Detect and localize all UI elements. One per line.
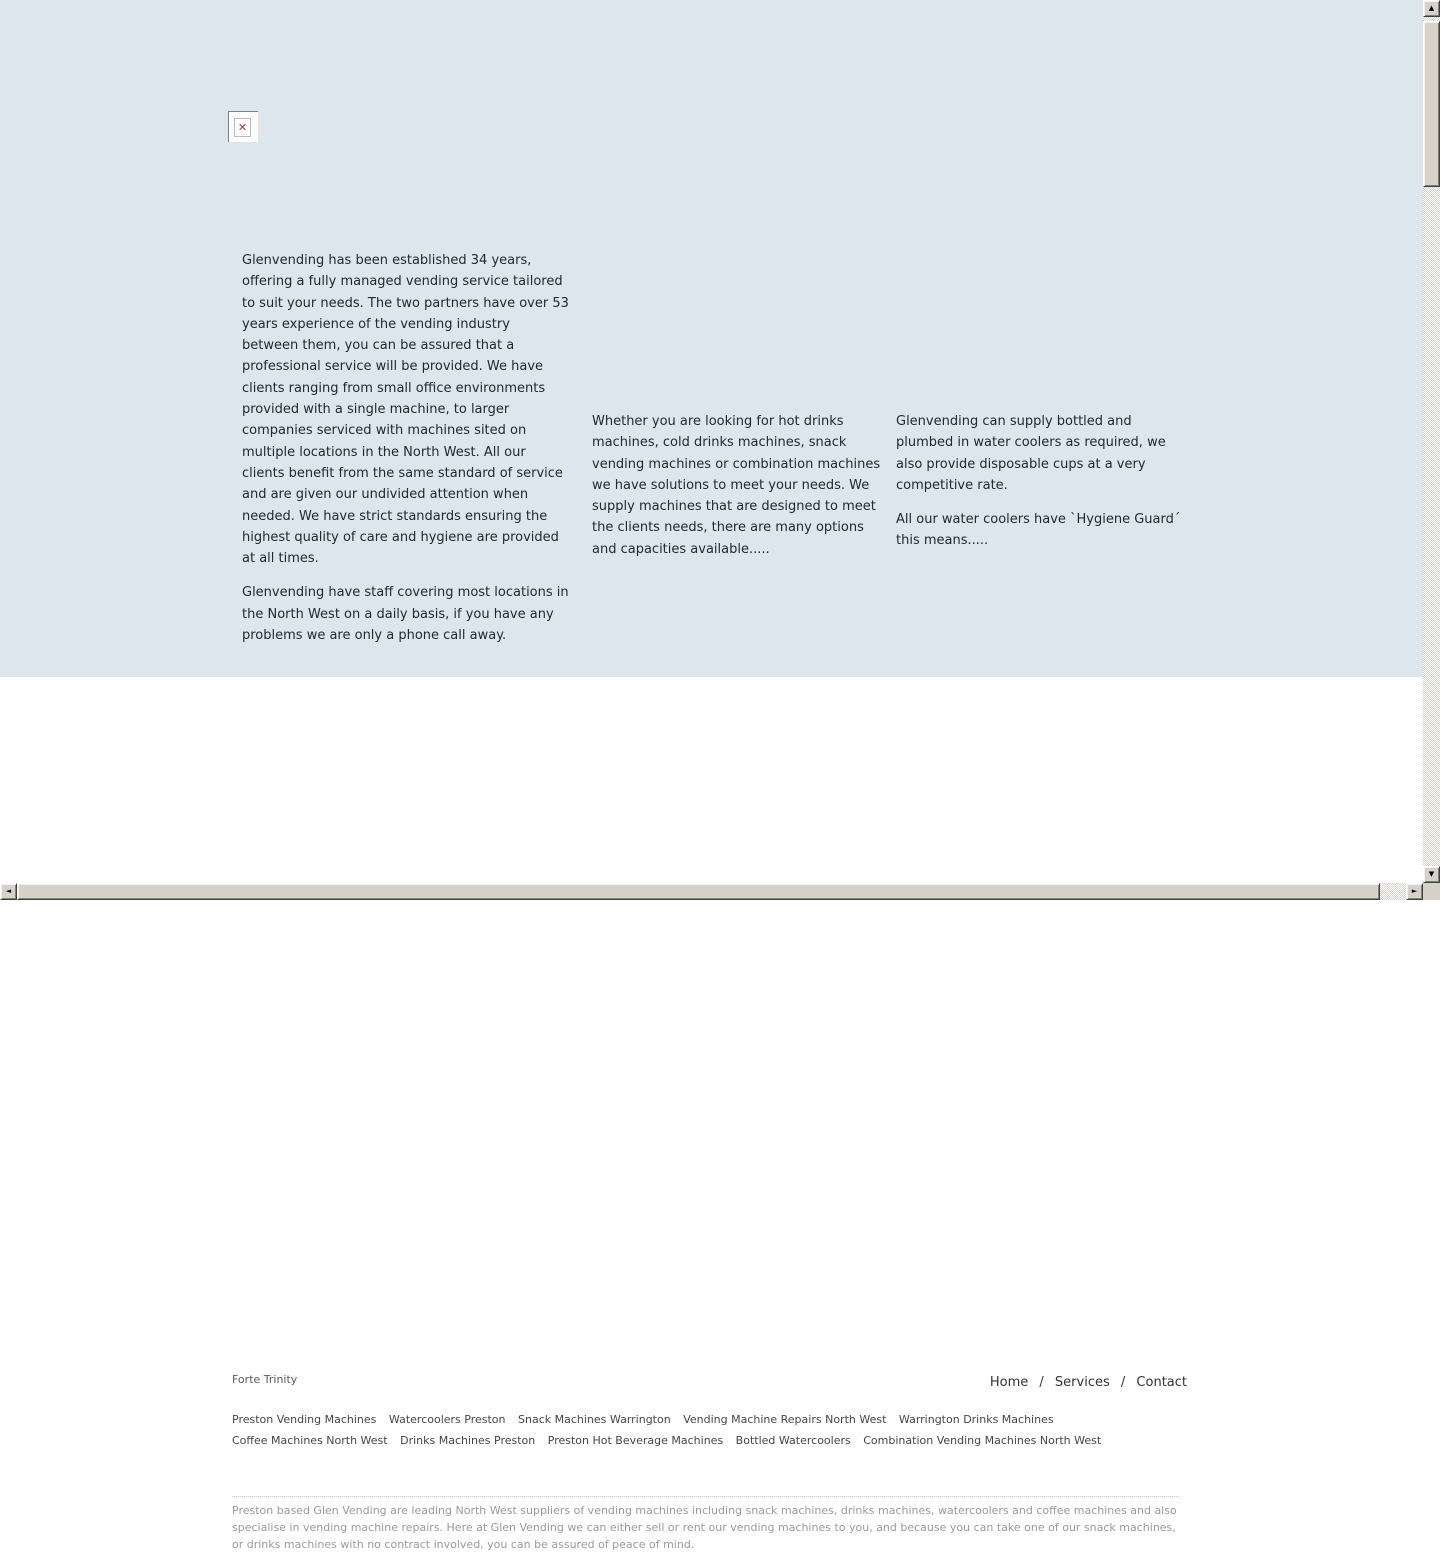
broken-image-icon: ✕ xyxy=(234,118,251,137)
keyword-link[interactable]: Combination Vending Machines North West xyxy=(863,1434,1102,1447)
keyword-link[interactable]: Coffee Machines North West xyxy=(232,1434,388,1447)
nav-link-contact[interactable]: Contact xyxy=(1136,1375,1187,1390)
watercoolers-paragraph-1: Glenvending can supply bottled and plumbed in water coolers as required, we also provide disposable cups at a very competitive rate. xyxy=(896,414,1166,493)
machines-paragraph: Whether you are looking for hot drinks machines, cold drinks machines, snack vending machines or combination machines we have solutions to meet your needs. We supply machines that are designed to meet the clients needs, there are many options and capacities available..... xyxy=(592,414,881,557)
keyword-link[interactable]: Watercoolers Preston xyxy=(388,1413,506,1426)
nav-separator: / xyxy=(1120,1375,1126,1390)
scroll-down-icon: ▼ xyxy=(1428,870,1435,878)
scroll-up-icon: ▲ xyxy=(1428,4,1435,12)
main-navigation xyxy=(990,1375,1187,1390)
scroll-left-button[interactable] xyxy=(0,883,17,900)
hero-section xyxy=(0,0,1423,677)
keyword-link[interactable]: Snack Machines Warrington xyxy=(518,1413,671,1426)
scroll-right-icon: ► xyxy=(1411,887,1418,895)
keyword-link[interactable]: Preston Vending Machines xyxy=(232,1413,377,1426)
keyword-link[interactable]: Warrington Drinks Machines xyxy=(898,1413,1054,1426)
nav-link-services[interactable]: Services xyxy=(1054,1375,1110,1390)
scroll-left-icon: ◄ xyxy=(5,887,12,895)
nav-link-home[interactable]: Home xyxy=(989,1375,1029,1390)
horizontal-scrollbar[interactable] xyxy=(0,883,1423,900)
scroll-up-button[interactable] xyxy=(1423,0,1440,17)
keyword-link[interactable]: Vending Machine Repairs North West xyxy=(683,1413,887,1426)
keyword-links xyxy=(232,1409,1217,1451)
footer-description: Preston based Glen Vending are leading North West suppliers of vending machines including snack machines, drinks machines, watercoolers and coffee machines and also specialise in vending machine repairs. Here at Glen Vending we can either sell or rent our vending machines to you, and because you can take one of our snack machines, or drinks machines with no contract involved, you can be assured of peace of mind. xyxy=(232,1496,1179,1553)
keyword-link[interactable]: Bottled Watercoolers xyxy=(735,1434,851,1447)
scroll-down-button[interactable] xyxy=(1423,866,1440,883)
footer xyxy=(0,677,1423,1551)
scroll-right-button[interactable] xyxy=(1406,883,1423,900)
watercoolers-column xyxy=(896,411,1190,565)
site-name: Forte Trinity xyxy=(232,1373,298,1386)
keyword-link[interactable]: Drinks Machines Preston xyxy=(400,1434,536,1447)
broken-image-placeholder xyxy=(228,111,258,142)
keyword-link[interactable]: Preston Hot Beverage Machines xyxy=(547,1434,724,1447)
scrollbar-corner xyxy=(1423,883,1440,900)
watercoolers-paragraph-2: All our water coolers have `Hygiene Guard´ this means..... xyxy=(896,512,1181,549)
nav-separator: / xyxy=(1039,1375,1044,1390)
vertical-scrollbar[interactable] xyxy=(1423,0,1440,883)
intro-column xyxy=(242,250,569,659)
horizontal-scrollbar-thumb[interactable] xyxy=(17,883,1380,900)
intro-paragraph-2: Glenvending have staff covering most locations in the North West on a daily basis, if you have any problems we are only a phone call away. xyxy=(242,585,569,644)
vertical-scrollbar-thumb[interactable] xyxy=(1423,21,1440,187)
intro-paragraph-1: Glenvending has been established 34 years, offering a fully managed vending service tailored to suit your needs. The two partners have over 53 years experience of the vending industry between them, you can be assured that a professional service will be provided. We have clients ranging from small office environments provided with a single machine, to larger companies serviced with machines sited on multiple locations in the North West. All our clients benefit from the same standard of service and are given our undivided attention when needed. We have strict standards ensuring the highest quality of care and hygiene are provided at all times. xyxy=(242,253,569,567)
machines-column xyxy=(592,411,882,573)
